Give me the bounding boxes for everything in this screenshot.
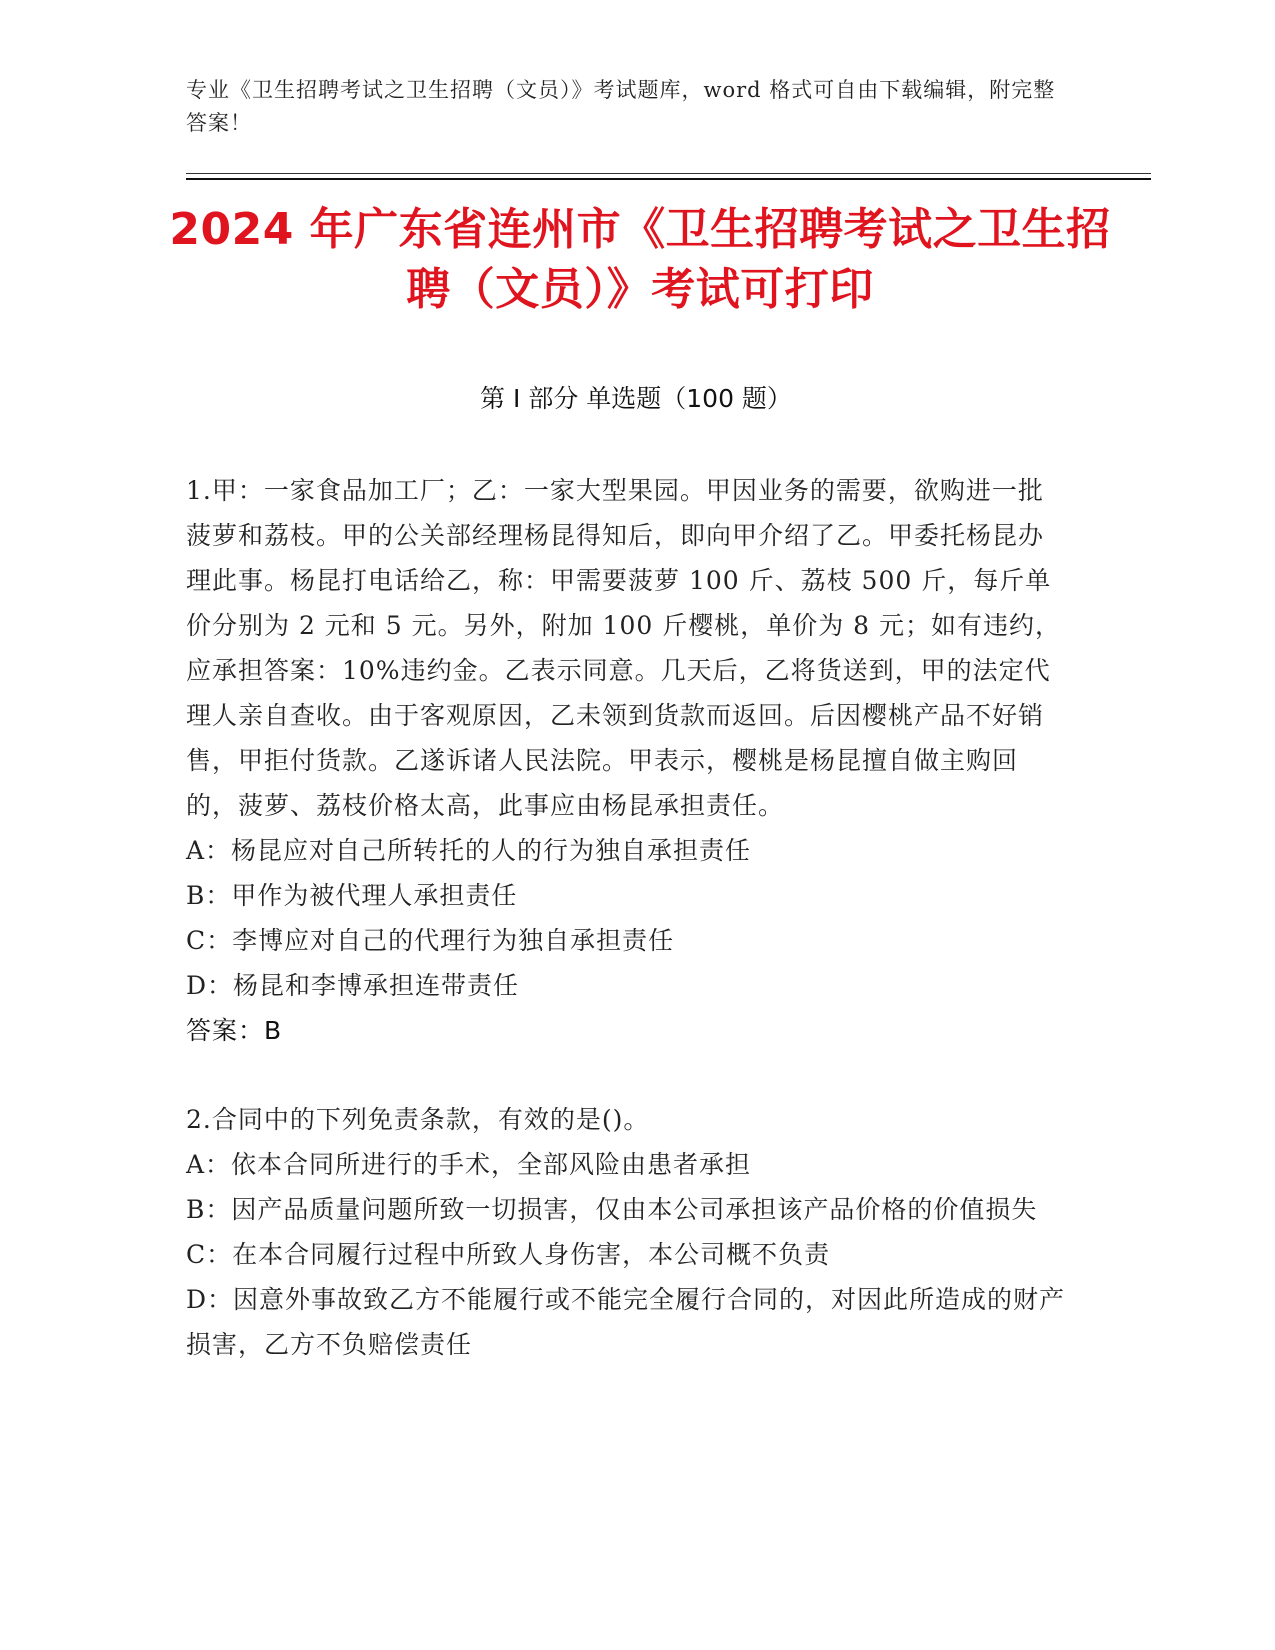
option-a: A：依本合同所进行的手术，全部风险由患者承担: [186, 1150, 752, 1179]
option-b: B：因产品质量问题所致一切损害，仅由本公司承担该产品价格的价值损失: [186, 1195, 1038, 1224]
question-spacer: [186, 1053, 1066, 1097]
option-a: A：杨昆应对自己所转托的人的行为独自承担责任: [186, 836, 752, 865]
option-c: C：在本合同履行过程中所致人身伤害，本公司概不负责: [186, 1240, 831, 1269]
question-text: 1.甲：一家食品加工厂；乙：一家大型果园。甲因业务的需要，欲购进一批菠萝和荔枝。甲的公关部经理杨昆得知后，即向甲介绍了乙。甲委托杨昆办理此事。杨昆打电话给乙，称：甲需要菠萝 100 斤、荔枝 500 斤，每斤单价分别为 2 元和 5 元。另外，附加 100 斤樱桃，单价为 8 元；如有违约，应承担答案：10%违约金。乙表示同意。几天后，乙将货送到，甲的法定代理人亲自查收。由于客观原因，乙未领到货款而返回。后因樱桃产品不好销售，甲拒付货款。乙遂诉诸人民法院。甲表示，樱桃是杨昆擅自做主购回的，菠萝、荔枝价格太高，此事应由杨昆承担责任。: [186, 476, 1062, 820]
question-1: [186, 468, 1066, 1053]
header-note: 专业《卫生招聘考试之卫生招聘（文员）》考试题库，word 格式可自由下载编辑，附完整答案！: [186, 78, 1056, 135]
question-list: [186, 468, 1066, 1367]
option-d: D：杨昆和李博承担连带责任: [186, 971, 520, 1000]
section-title: 第 I 部分 单选题（100 题）: [480, 384, 792, 413]
option-d: D：因意外事故致乙方不能履行或不能完全履行合同的，对因此所造成的财产损害，乙方不负赔偿责任: [186, 1285, 1066, 1359]
answer-label: 答案：B: [186, 1016, 283, 1045]
question-2: [186, 1097, 1066, 1367]
option-c: C：李博应对自己的代理行为独自承担责任: [186, 926, 675, 955]
header-divider-thin: [186, 173, 1151, 174]
document-title: 2024 年广东省连州市《卫生招聘考试之卫生招聘（文员）》考试可打印: [169, 204, 1111, 315]
question-text: 2.合同中的下列免责条款，有效的是()。: [186, 1105, 650, 1134]
header-divider-thick: [186, 178, 1151, 180]
option-b: B：甲作为被代理人承担责任: [186, 881, 518, 910]
